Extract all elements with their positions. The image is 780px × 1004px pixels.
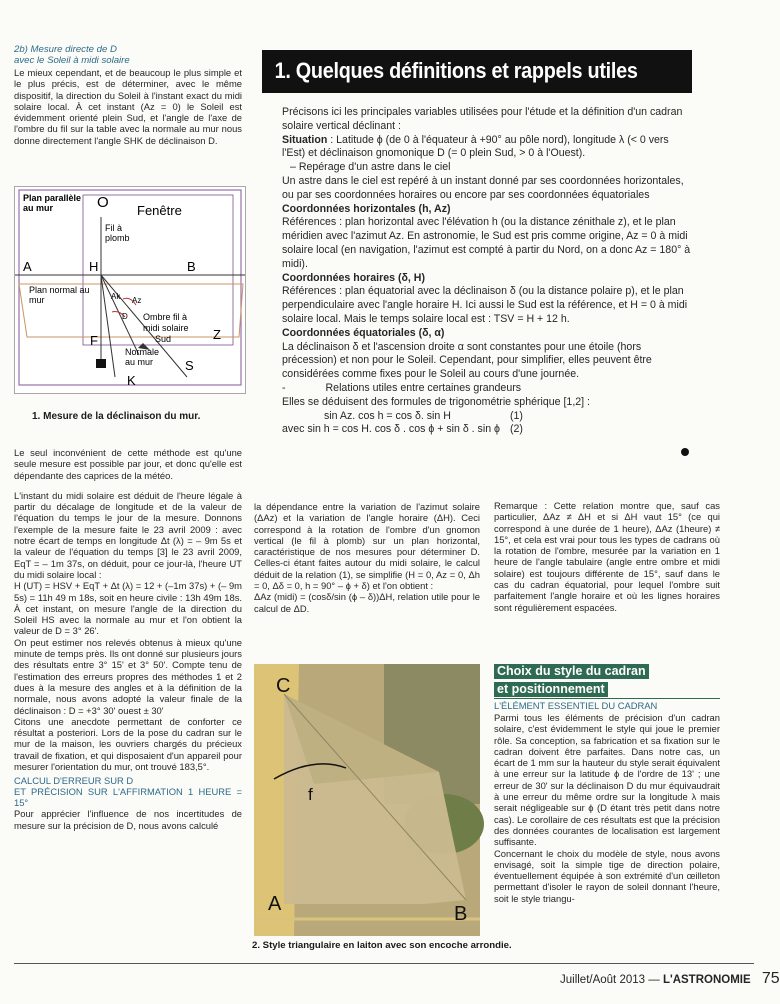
intro-text: Le mieux cependant, et de beaucoup le plus simple et le plus précis, est de déterminer, avec le même dispositif, la direction du Soleil à l'instant exact du midi solaire local. À cet instant (Az = 0) le Soleil est évidemment orienté plein Sud, et l'angle de l'axe de l'ombre du fil sur la table avec la normale au mur nous donne directement l'angle SHK de déclinaison D.: [14, 67, 242, 146]
footer-magazine: L'ASTRONOMIE: [662, 974, 751, 986]
situation-label: Situation: [282, 133, 328, 146]
label-H: H: [89, 259, 99, 274]
paragraph-anecdote: Citons une anecdote permettant de conforter ce résultat a posteriori. Lors de la pose du cadran sur le mur de la maison, les ouvriers chargés du précieux travail de fixation, et qui disposaient d'un appareil pour mesurer l'orientation du mur, ont trouvé 183,5°.: [14, 715, 242, 773]
calc-heading-line-2: ET PRÉCISION SUR L'AFFIRMATION 1 HEURE = 15°: [14, 786, 242, 809]
left-section-heading: [14, 44, 238, 66]
horizontal-coords-text: Références : plan horizontal avec l'élévation h (ou la distance zénithale z), et le plan méridien avec l'azimut Az. En astronomie, le Sud est pris comme origine, Az = 0 à midi solaire local (en navigation, l'azimut est compté à partir du Nord, on a donc Az = 180° à midi).: [282, 216, 691, 270]
middle-column-text: [254, 501, 480, 614]
photo-label-A: A: [268, 893, 282, 915]
photo-label-B: B: [454, 903, 468, 925]
relations-text: Relations utiles entre certaines grandeurs: [325, 381, 522, 394]
situation-text: : Latitude ϕ (de 0 à l'équateur à +90° au pôle nord), longitude λ (< 0 vers l'Est) et déclinaison gnomonique D (= 0 plein Sud, > 0 à l'Ouest).: [282, 133, 669, 160]
equation-1-number: (1): [510, 409, 523, 422]
equation-2-number: (2): [510, 423, 523, 436]
paragraph-calc: Pour apprécier l'influence de nos incertitudes de mesure sur la précision de D, nous avons calculé: [14, 808, 242, 831]
footer-issue: Juillet/Août 2013 —: [560, 974, 660, 986]
label-plan-parallele: Plan parallèle: [23, 193, 82, 203]
label-F: F: [90, 333, 98, 348]
left-intro-paragraph: [14, 67, 242, 146]
equation-1-text: sin Az. cos h = cos δ. sin H: [324, 409, 451, 422]
choix-heading-block: [494, 662, 720, 711]
equatorial-coords-text: La déclinaison δ et l'ascension droite α sont constantes pour une étoile (hors précession) et non pour le Soleil. Cependant, pour simplifier, elles peuvent être considérées comme fixes pour le Soleil au cours d'une journée.: [282, 340, 652, 381]
deduisent-text: Elles se déduisent des formules de trigonométrie sphérique [1,2] :: [282, 395, 590, 408]
remarque-paragraph: Remarque : Cette relation montre que, sauf cas particulier, ΔAz ≠ ΔH et si ΔH vaut 15° (ce qui correspond à une durée de 1 heure), ΔAz (1heure) ≠ 15°, et cela est vrai pour tous les types de cadrans où la rotation de l'ombre, mesurée par la variation en 1 heure de l'angle tabulaire (angle entre ombre et midi solaire) est toujours différente de 15°, sauf dans le cas du cadran équatorial, pour lequel l'ombre suit parfaitement l'angle horaire et où les lignes horaires sont régulièrement espacées.: [494, 500, 720, 613]
paragraph-inconvenient: Le seul inconvénient de cette méthode est qu'une seule mesure est possible par jour, et donc qu'elle est dépendante des caprices de la météo.: [14, 447, 242, 481]
label-au-mur: au mur: [23, 203, 54, 213]
label-normale: Normale: [125, 347, 160, 357]
equation-2-text: avec sin h = cos H. cos δ . cos ϕ + sin δ . sin ϕ: [282, 423, 500, 436]
equation-2: [282, 423, 692, 437]
end-of-box-bullet: [681, 448, 689, 456]
equatorial-coords-heading: Coordonnées équatoriales (δ, α): [282, 326, 445, 339]
label-plomb: plomb: [105, 233, 130, 243]
left-body-text: [14, 447, 242, 831]
horizontal-coords-heading: Coordonnées horizontales (h, Az): [282, 202, 451, 215]
label-plan-normal: Plan normal au: [29, 285, 90, 295]
paragraph-releves: On peut estimer nos relevés obtenus à mieux qu'une minute de temps près. Ils ont donné sur plusieurs jours des résultats entre 3° 15' et 3° 50'. Compte tenu de l'estimation des erreurs propres des méthodes 1 et 2 dues à la mesure des angles et à la définition de la normale, nous avons adopté la valeur finale de la déclinaison : D = +3° 30' ouest ± 30': [14, 636, 242, 716]
figure-2-caption: 2. Style triangulaire en laiton avec son encoche arrondie.: [252, 940, 512, 951]
box-reperage: – Repérage d'un astre dans le ciel: [290, 161, 451, 174]
box-reperage-text: Un astre dans le ciel est repéré à un instant donné par ses coordonnées horizontales, ou par ses coordonnées horaires ou encore par ses coordonnées équatoriales: [282, 174, 684, 201]
label-mur: mur: [29, 295, 45, 305]
hour-coords-text: Références : plan équatorial avec la déclinaison δ (ou la distance polaire p), et le plan perpendiculaire avec l'angle horaire H. Ici aussi le Sud est la référence, et H = 0 à midi solaire local. Mais le temps solaire local est : TSV = H + 12 h.: [282, 285, 688, 325]
page-number: 75: [761, 970, 780, 987]
label-midi-solaire: midi solaire: [143, 323, 189, 333]
declination-diagram: [15, 187, 245, 393]
label-ombre: Ombre fil à: [143, 312, 188, 322]
label-Az: Az: [132, 296, 142, 305]
choix-heading-line-1: Choix du style du cadran: [494, 664, 649, 679]
box-situation: [282, 134, 692, 162]
footer-rule: [14, 963, 754, 964]
label-fil: Fil à: [105, 223, 123, 233]
box-intro: Précisons ici les principales variables utilisées pour l'étude et la définition d'un cadran solaire vertical déclinant :: [282, 106, 683, 132]
paragraph-formula: H (UT) = HSV + EqT + Δt (λ) = 12 + (–1m 37s) + (– 9m 5s) = 11h 49 m 18s, soit en heure civile : 13h 49m 18s. À cet instant, on mesure l'angle de la direction du Soleil HS avec la normale au mur et l'on obtient la valeur de D = 3° 26'.: [14, 580, 242, 637]
choix-heading-rule: [494, 698, 720, 699]
label-sud: Sud: [155, 334, 172, 344]
box-title-banner: [262, 50, 692, 93]
figure-1-caption: 1. Mesure de la déclinaison du mur.: [32, 411, 201, 422]
paragraph-instant: L'instant du midi solaire est déduit de l'heure légale à partir du décalage de longitude et de la valeur de l'équation du temps le jour de la mesure. Donnons l'exemple de la mesure faite le 23 avril 2009 : avec notre écart de temps en longitude Δt (λ) = – 9m 5s et la valeur de l'équation du temps [3] le 23 avril 2009, EqT = – 1m 37s, on déduit, pour ce jour-là, l'heure UT du midi solaire local :: [14, 489, 242, 580]
label-A: A: [23, 259, 32, 274]
definitions-box: [282, 106, 692, 437]
label-B: B: [187, 259, 196, 274]
middle-formula: ΔAz (midi) = (cosδ/sin (ϕ – δ))ΔH, relation utile pour le calcul de ΔD.: [254, 591, 480, 614]
calc-heading-line-1: CALCUL D'ERREUR SUR D: [14, 775, 134, 787]
section-title: 2b) Mesure directe de D: [14, 44, 117, 55]
photo-label-C: C: [276, 675, 291, 697]
box-title: 1. Quelques définitions et rappels utiles: [262, 50, 649, 92]
style-photo-illustration: [254, 664, 480, 936]
relations-dash: -: [282, 381, 286, 394]
calc-heading: [14, 775, 242, 808]
label-fenetre: Fenêtre: [137, 203, 182, 218]
right-column-remarque: [494, 500, 720, 613]
figure-2-photo: [254, 664, 480, 936]
middle-paragraph: la dépendance entre la variation de l'azimut solaire (ΔAz) et la variation de l'angle horaire (ΔH). Ceci correspond à la rotation de l'ombre d'un gnomon vertical (le fil à plomb) sur un plan horizontal, caractéristique de nos mesures pour déterminer D. Celles-ci étant faites autour du midi solaire, le calcul déduit de la relation (1), se simplifie (H = 0, Az = 0, Δh = 0, Δδ = 0, h = 90° – ϕ + δ) et l'on obtient :: [254, 501, 480, 592]
section-subtitle: avec le Soleil à midi solaire: [14, 55, 130, 66]
style-paragraph-1: Parmi tous les éléments de précision d'un cadran solaire, c'est évidemment le style qui joue le premier rôle. Sa conception, sa fabrication et sa fixation sur le cadran doivent être parfaites. Dans notre cas, un écart de 1 mm sur la hauteur du style serait équivalent à une erreur sur la latitude ϕ de l'ordre de 13' ; une erreur de 30' sur la déclinaison D du mur équivaudrait à une erreur du même ordre sur la longitude λ mais serait négligeable sur ϕ (D étant très petit dans notre cas). Le corollaire de ces résultats est que la précision des données courantes de localisation est largement suffisante.: [494, 712, 720, 848]
label-Z: Z: [213, 327, 221, 342]
element-essentiel-heading: L'ÉLÉMENT ESSENTIEL DU CADRAN: [494, 700, 658, 711]
style-paragraph-2: Concernant le choix du modèle de style, nous avons envisagé, soit la simple tige de direction polaire, éventuellement équipée à son extrémité d'un œilleton permettant d'isoler le rayon de soleil donnant l'heure, soit le style triangu-: [494, 847, 720, 904]
label-O: O: [97, 194, 109, 211]
label-Ak: Ak: [111, 292, 121, 301]
right-column-body: [494, 712, 720, 904]
choix-heading-line-2: et positionnement: [494, 682, 608, 697]
label-S: S: [185, 358, 194, 373]
photo-label-f: f: [308, 785, 313, 804]
relations-line: [282, 382, 692, 396]
label-K: K: [127, 373, 136, 388]
equation-1: [282, 410, 692, 424]
label-D: D: [122, 312, 128, 321]
label-au-mur-2: au mur: [125, 357, 154, 367]
figure-1-diagram: [14, 186, 246, 394]
hour-coords-heading: Coordonnées horaires (δ, H): [282, 271, 425, 284]
page-footer: [560, 970, 780, 988]
plumb-weight: [96, 359, 106, 368]
